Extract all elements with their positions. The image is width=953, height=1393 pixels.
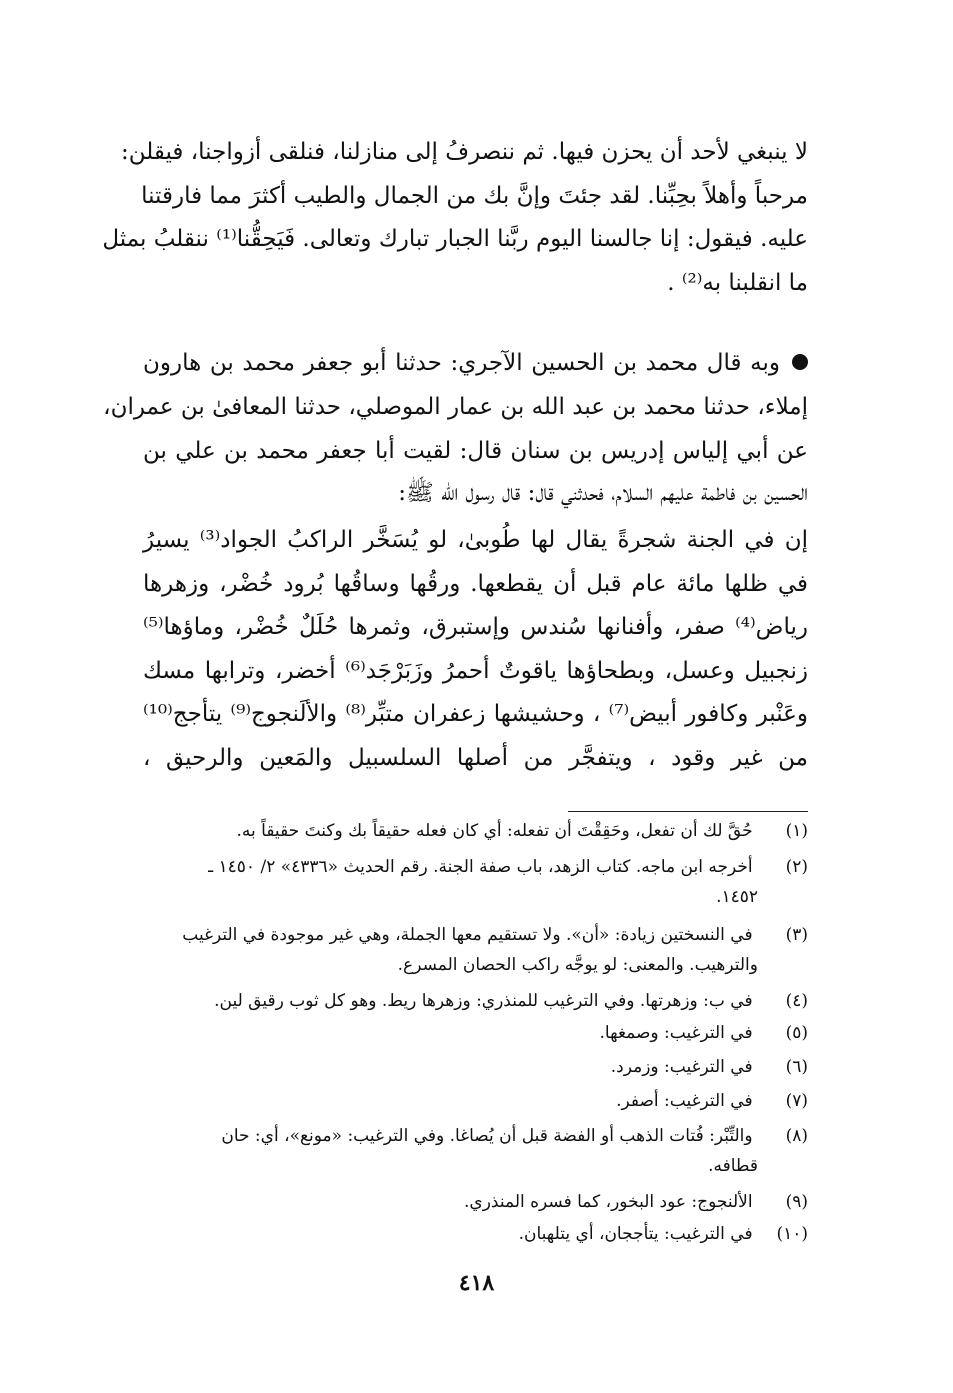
footnote-text: والتِّبْر: فُتات الذهب أو الفضة قبل أن يُصاغا. وفي الترغيب: «مونع»، أي: حان (221, 1126, 753, 1146)
footnote-text: في الترغيب: يتأججان، أي يتلهبان. (518, 1224, 753, 1244)
paragraph2-line-3: عن أبي إلياس إدريس بن سنان قال: لقيت أبا جعفر محمد بن علي بن (143, 438, 808, 464)
footnote-4 (143, 989, 808, 1013)
paragraph1-line-3: عليه. فيقول: إنا جالسنا اليوم ربَّنا الجبار تبارك وتعالى. فَيَحِقُّنا⁽¹⁾ ننقلبُ بمثل (102, 226, 808, 252)
bullet-icon (792, 354, 808, 370)
footnote-text: في الترغيب: وصمغها. (599, 1023, 753, 1043)
footnote-number: (٢) (785, 857, 808, 877)
footnote-text: أخرجه ابن ماجه. كتاب الزهد، باب صفة الجنة. رقم الحديث «٤٣٣٦» ٢/ ١٤٥٠ ـ (208, 857, 753, 877)
paragraph3-line-2: في ظلها مائة عام قبل أن يقطعها. ورقُها وساقُها بُرود خُضْر، وزهرها (143, 571, 808, 597)
footnote-8-continuation: قطافه. (708, 1156, 758, 1176)
footnote-1 (143, 819, 808, 843)
footnote-8 (143, 1124, 808, 1148)
footnote-number: (١٠) (776, 1224, 808, 1244)
footnote-text: في النسختين زيادة: «أن». ولا تستقيم معها الجملة، وهي غير موجودة في الترغيب (182, 925, 753, 945)
footnote-3-continuation: والترهيب. والمعنى: لو يوجَّه راكب الحصان المسرع. (397, 955, 758, 975)
page-number: ٤١٨ (458, 1270, 495, 1296)
paragraph3-line-3: رياض⁽⁴⁾ صفر، وأفنانها سُندس وإستبرق، وثمرها حُلَلٌ خُضْر، وماؤها⁽⁵⁾ (143, 614, 808, 640)
paragraph2-line-2: إملاء، حدثنا محمد بن عبد الله بن عمار الموصلي، حدثنا المعافىٰ بن عمران، (103, 394, 808, 420)
footnote-number: (٥) (785, 1023, 808, 1043)
footnote-9 (143, 1190, 808, 1214)
footnote-2-continuation: ١٤٥٢. (716, 887, 758, 907)
footnote-7 (143, 1089, 808, 1113)
footnote-2 (143, 855, 808, 879)
paragraph1-line-1: لا ينبغي لأحد أن يحزن فيها. ثم ننصرفُ إلى منازلنا، فنلقى أزواجنا، فيقلن: (120, 139, 808, 165)
paragraph1-line-4: ما انقلبنا به⁽²⁾ . (667, 270, 808, 296)
paragraph3-line-4: زنجبيل وعسل، وبطحاؤها ياقوتٌ أحمرُ وزَبَرْجَد⁽⁶⁾ أخضر، وترابها مسك (143, 658, 808, 684)
footnote-text: في ب: وزهرتها. وفي الترغيب للمنذري: وزهرها ريط. وهو كل ثوب رقيق لين. (214, 991, 753, 1011)
paragraph2-line-1-text: وبه قال محمد بن الحسين الآجري: حدثنا أبو جعفر محمد بن هارون (143, 350, 780, 376)
footnote-number: (٩) (785, 1192, 808, 1212)
footnote-separator (568, 811, 808, 812)
paragraph2-line-4: الحسين بن فاطمة عليهم السلام، فحدثني قال: قال رسول الله ﷺ: (398, 480, 808, 506)
footnote-text: حُقَّ لك أن تفعل، وحَقِقْتَ أن تفعله: أي كان فعله حقيقاً بك وكنتَ حقيقاً به. (236, 821, 753, 841)
footnote-number: (٦) (785, 1057, 808, 1077)
paragraph3-line-5: وعَنْبر وكافور أبيض⁽⁷⁾ ، وحشيشها زعفران متبِّر⁽⁸⁾ والألَنجوج⁽⁹⁾ يتأجج⁽¹⁰⁾ (143, 701, 808, 727)
paragraph1-line-2: مرحباً وأهلاً بحِبِّنا. لقد جئتَ وإنَّ بك من الجمال والطيب أكثرَ مما فارقتنا (141, 183, 808, 209)
footnote-5 (143, 1021, 808, 1045)
footnote-text: الألنجوج: عود البخور، كما فسره المنذري. (464, 1192, 753, 1212)
footnote-6 (143, 1055, 808, 1079)
footnote-number: (٨) (785, 1126, 808, 1146)
footnote-text: في الترغيب: أصفر. (616, 1091, 753, 1111)
footnote-text: في الترغيب: وزمرد. (610, 1057, 753, 1077)
footnote-3 (143, 923, 808, 947)
footnote-number: (٤) (785, 991, 808, 1011)
footnote-number: (٣) (785, 925, 808, 945)
footnote-number: (١) (785, 821, 808, 841)
footnote-number: (٧) (785, 1091, 808, 1111)
footnote-10 (143, 1222, 808, 1246)
paragraph2-line-1 (143, 343, 808, 383)
paragraph3-line-6: من غير وقود ، ويتفجَّر من أصلها السلسبيل والمَعين والرحيق ، (143, 745, 808, 771)
paragraph3-line-1: إن في الجنة شجرةً يقال لها طُوبىٰ، لو يُسَخَّر الراكبُ الجواد⁽³⁾ يسيرُ (143, 527, 808, 553)
